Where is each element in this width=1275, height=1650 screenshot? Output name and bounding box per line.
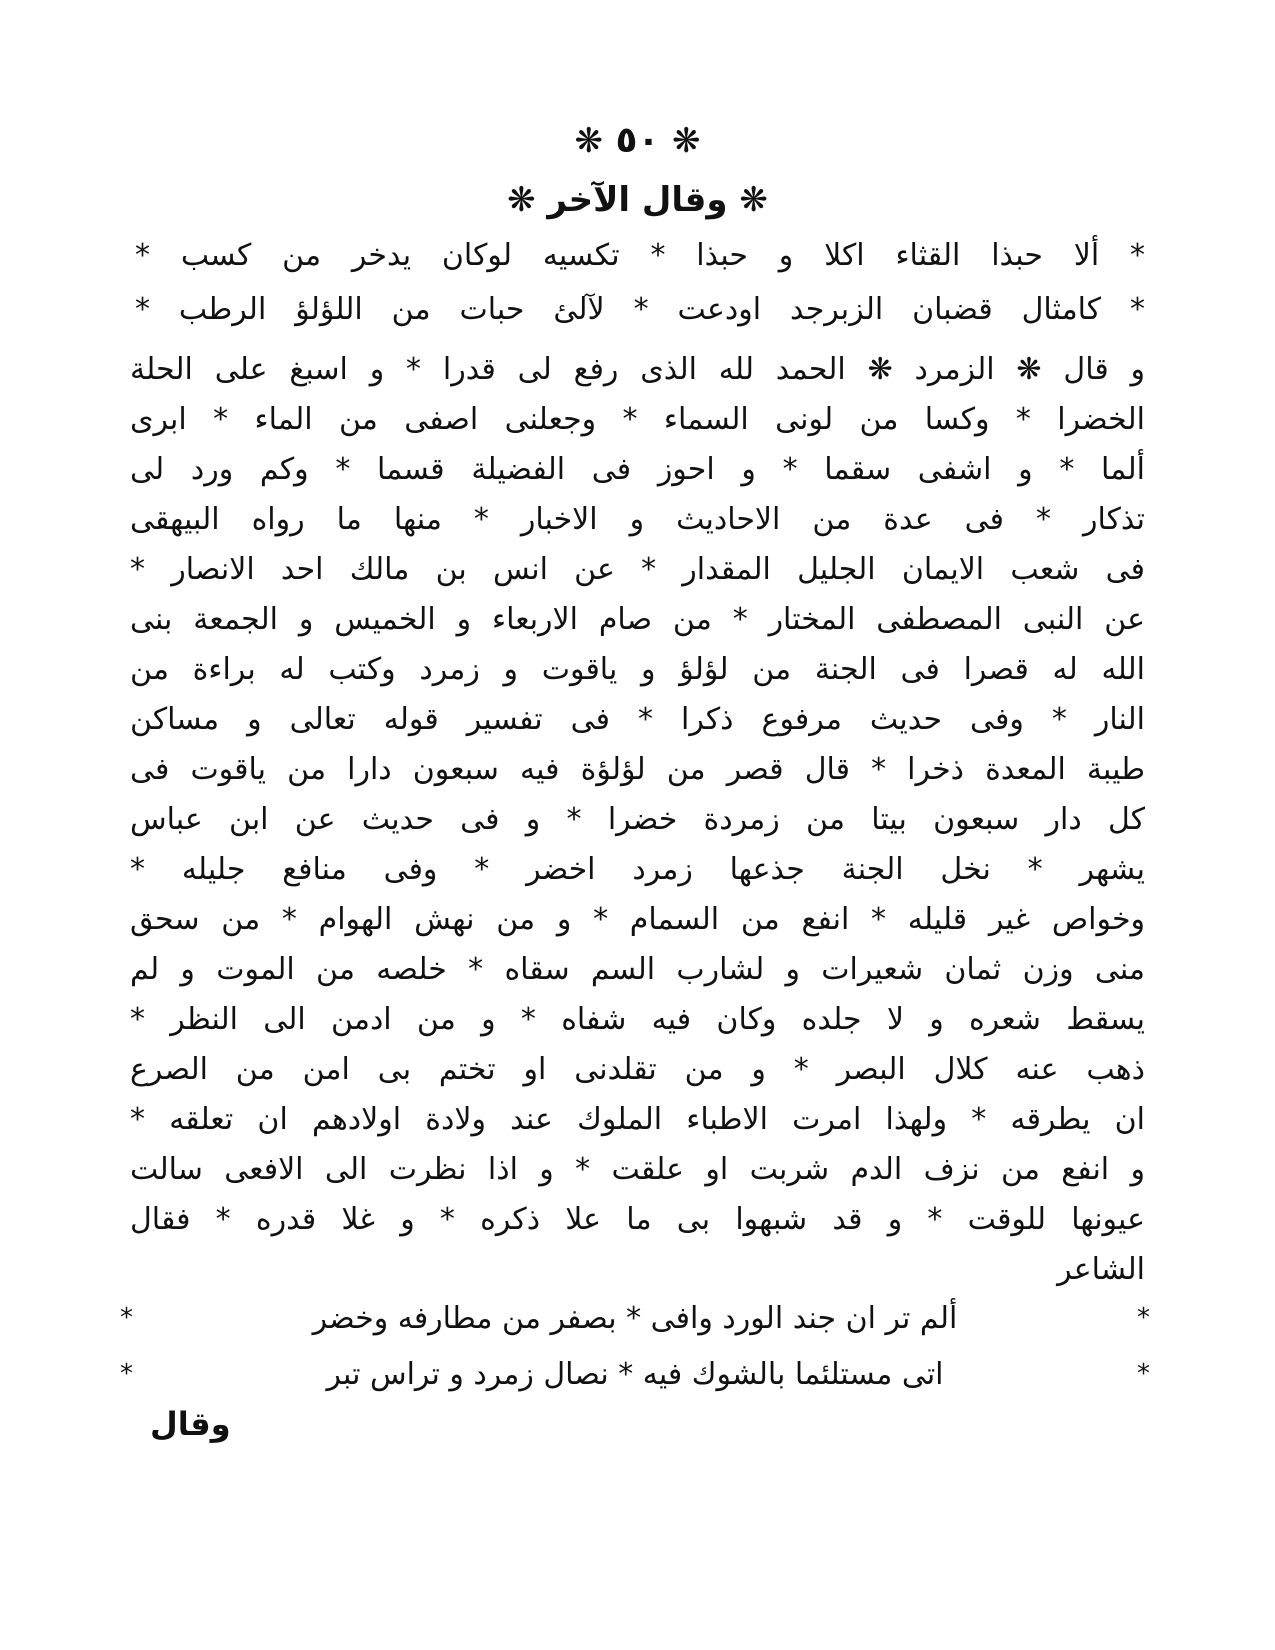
verse-line: * كامثال قضبان الزبرجد اودعت * لآلئ حبات من اللؤلؤ الرطب * (135, 292, 1145, 327)
poem-verse (120, 1346, 1150, 1402)
prose-line: و انفع من نزف الدم شربت او علقت * و اذا نظرت الى الافعى سالت (130, 1152, 1145, 1187)
prose-line: و قال ❋ الزمرد ❋ الحمد لله الذى رفع لى قدرا * و اسبغ على الحلة (130, 352, 1145, 387)
prose-line: ان يطرقه * ولهذا امرت الاطباء الملوك عند ولادة اولادهم ان تعلقه * (130, 1102, 1145, 1137)
prose-line: منى وزن ثمان شعيرات و لشارب السم سقاه * خلصه من الموت و لم (130, 952, 1145, 987)
prose-line: فى شعب الايمان الجليل المقدار * عن انس بن مالك احد الانصار * (130, 552, 1145, 587)
prose-line: طيبة المعدة ذخرا * قال قصر من لؤلؤة فيه سبعون دارا من ياقوت فى (130, 752, 1145, 787)
poem (120, 1290, 1150, 1402)
prose-line: يسقط شعره و لا جلده وكان فيه شفاه * و من ادمن الى النظر * (130, 1002, 1145, 1037)
section-heading (0, 180, 1275, 220)
poem-verse-text: ألم تر ان جند الورد وافى * بصفر من مطارفه وخضر (312, 1300, 958, 1336)
prose-line: الله له قصرا فى الجنة من لؤلؤ و ياقوت و زمرد وكتب له براءة من (130, 652, 1145, 687)
prose-line: النار * وفى حديث مرفوع ذكرا * فى تفسير قوله تعالى و مساكن (130, 702, 1145, 737)
catchword: وقال (150, 1405, 231, 1443)
prose-line: الخضرا * وكسا من لونى السماء * وجعلنى اصفى من الماء * ابرى (130, 402, 1145, 437)
prose-line: كل دار سبعون بيتا من زمردة خضرا * و فى حديث عن ابن عباس (130, 802, 1145, 837)
flower-ornament-icon: ❋ (739, 180, 768, 220)
page-number-value: ٥٠ (615, 120, 660, 161)
prose-line: عيونها للوقت * و قد شبهوا بى ما علا ذكره * و غلا قدره * فقال (130, 1202, 1145, 1237)
prose-line: عن النبى المصطفى المختار * من صام الاربعاء و الخميس و الجمعة بنى (130, 602, 1145, 637)
flower-ornament-icon: ❋ (672, 121, 701, 161)
prose-paragraph (130, 345, 1145, 1295)
prose-line: ألما * و اشفى سقما * و احوز فى الفضيلة قسما * وكم ورد لى (130, 452, 1145, 487)
heading-text: وقال الآخر (547, 180, 728, 220)
poem-verse (120, 1290, 1150, 1346)
flower-ornament-icon: ❋ (507, 180, 536, 220)
prose-line: يشهر * نخل الجنة جذعها زمرد اخضر * وفى منافع جليله * (130, 852, 1145, 887)
prose-line: الشاعر (1057, 1252, 1145, 1287)
page-number (0, 120, 1275, 161)
flower-ornament-icon: ❋ (574, 121, 603, 161)
poem-verse-text: اتى مستلئما بالشوك فيه * نصال زمرد و تراس تبر (326, 1356, 944, 1392)
verse-marker: * (120, 1359, 133, 1389)
verse-marker: * (120, 1303, 133, 1333)
prose-line: تذكار * فى عدة من الاحاديث و الاخبار * منها ما رواه البيهقى (130, 502, 1145, 537)
verse-marker: * (1137, 1303, 1150, 1333)
verse-marker: * (1137, 1359, 1150, 1389)
prose-line: ذهب عنه كلال البصر * و من تقلدنى او تختم بى امن من الصرع (130, 1052, 1145, 1087)
prose-line: وخواص غير قليله * انفع من السمام * و من نهش الهوام * من سحق (130, 902, 1145, 937)
verse-line: * ألا حبذا القثاء اكلا و حبذا * تكسيه لوكان يدخر من كسب * (135, 238, 1145, 273)
